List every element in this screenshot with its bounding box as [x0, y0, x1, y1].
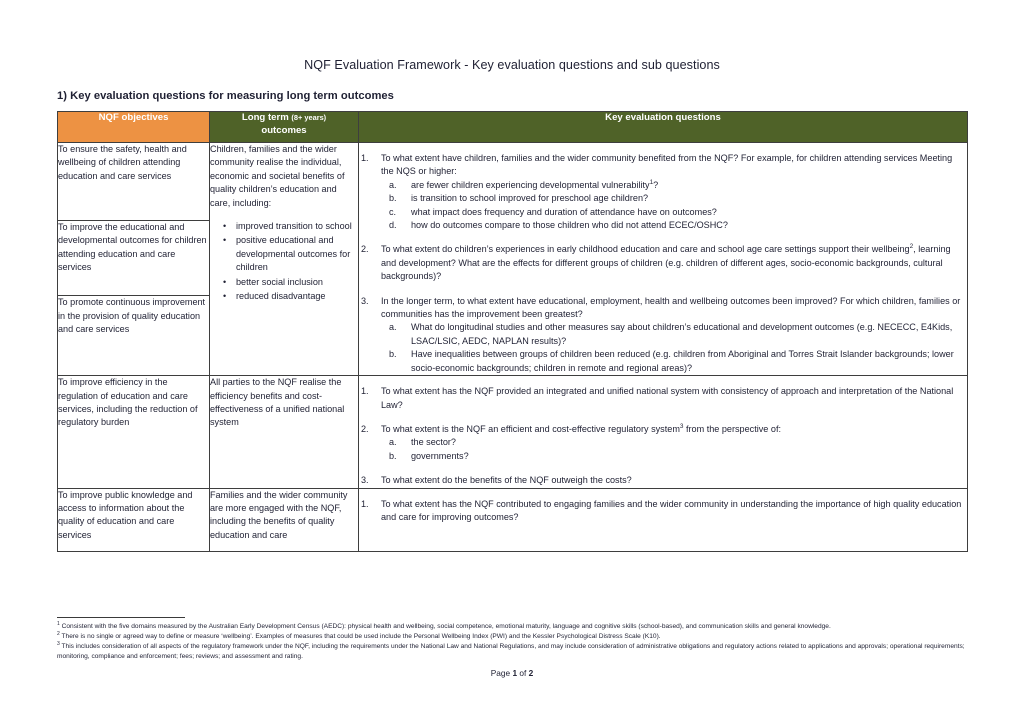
questions-cell	[359, 488, 968, 551]
page-title: NQF Evaluation Framework - Key evaluation questions and sub questions	[304, 58, 720, 72]
footnote-ref: 3	[679, 422, 684, 430]
table-row	[58, 376, 968, 488]
sub-question-text: What do longitudinal studies and other measures say about children’s educational and development outcomes (e.g. NECECC, E4Kids, LSAC/LSIC, AEDC, NAPLAN results)?	[411, 322, 953, 346]
section-heading: 1) Key evaluation questions for measuring long term outcomes	[57, 90, 394, 102]
outcome-cell	[210, 488, 359, 551]
question-number: 2.	[361, 423, 369, 434]
column-header-key-evaluation-questions: Key evaluation questions	[359, 112, 968, 143]
footnote-marker: 2	[57, 630, 60, 637]
footnote	[57, 642, 969, 661]
table-header-row	[58, 112, 968, 143]
footnote-ref: 1	[649, 178, 654, 186]
sub-question-list	[381, 179, 967, 233]
outcome-cell	[210, 143, 359, 376]
sub-question-text: governments?	[411, 450, 469, 461]
question-number: 2.	[361, 244, 369, 255]
outcome-intro: Children, families and the wider community realise the individual, economic and societal benefits of quality children’s education and care, including:	[210, 144, 345, 208]
objective-cell: To ensure the safety, health and wellbeing of children attending education and care services	[58, 143, 210, 221]
question-number: 1.	[361, 386, 369, 397]
table-body	[58, 143, 968, 552]
sub-question-item	[381, 179, 967, 192]
question-item	[359, 152, 967, 232]
objective-cell: To improve public knowledge and access to information about the quality of education and care services	[58, 488, 210, 551]
question-item	[359, 423, 967, 463]
outcome-bullet: • positive educational and developmental outcomes for children	[236, 234, 358, 274]
question-number: 3.	[361, 475, 369, 486]
outcome-bullet: • better social inclusion	[236, 276, 358, 289]
sub-question-item	[381, 321, 967, 348]
sub-question-label: b.	[389, 450, 397, 461]
objective-cell: To promote continuous improvement in the provision of quality education and care services	[58, 296, 210, 376]
footnotes-block	[57, 622, 969, 662]
column-header-nqf-objectives: NQF objectives	[58, 112, 210, 143]
outcome-cell	[210, 376, 359, 488]
header-long-term-main: Long term	[241, 112, 292, 123]
question-text: To what extent is the NQF an efficient and cost-effective regulatory system$^3$ from the perspective of:	[381, 422, 782, 434]
sub-question-item	[381, 450, 967, 463]
question-text: To what extent do the benefits of the NQF outweigh the costs?	[381, 475, 632, 486]
outcome-bullet: • improved transition to school	[236, 220, 358, 233]
sub-question-label: a.	[389, 322, 397, 333]
objective-cell: To improve efficiency in the regulation of education and care services, including the reduction of regulatory burden	[58, 376, 210, 488]
question-text: To what extent do children’s experiences in early childhood education and care and school age care settings support their wellbeing$^2$, learning and development? What are the effects for different groups of children (e.g. children of different ages, socio-economic backgrounds, cultural backgrounds)?	[381, 243, 951, 282]
column-header-long-term-outcomes	[210, 112, 359, 143]
sub-question-text: the sector?	[411, 437, 456, 448]
question-list	[359, 498, 967, 525]
footnote-text: This includes consideration of all aspects of the regulatory framework under the NQF, including the requirements under the National Law and National Regulations, and may include consideration of administrative obligations and regulatory actions related to applications and approvals; operational requirements; monitoring, compliance and enforcement; fees; reviews; and assessment and rating.	[57, 643, 965, 660]
question-number: 1.	[361, 498, 369, 509]
footnote-text: Consistent with the five domains measured by the Australian Early Development Census (AEDC): physical health and wellbeing, social competence, emotional maturity, language and cognitive skills (school-based), and communication skills and general knowledge.	[61, 623, 831, 630]
questions-cell	[359, 376, 968, 488]
outcome-intro: All parties to the NQF realise the efficiency benefits and cost-effectiveness of a unified national system	[210, 377, 345, 428]
question-number: 1.	[361, 153, 369, 163]
outcome-bullet: • reduced disadvantage	[236, 290, 358, 303]
footnote	[57, 622, 969, 632]
question-item	[359, 295, 967, 375]
sub-question-list	[381, 436, 967, 463]
header-long-term-years: (8+ years)	[291, 113, 327, 122]
sub-question-label: a.	[389, 437, 397, 448]
page-number: 1	[512, 668, 518, 678]
header-long-term-line2: outcomes	[261, 124, 307, 136]
sub-question-text: are fewer children experiencing developmental vulnerability$^1$?	[411, 178, 659, 190]
questions-cell	[359, 143, 968, 376]
question-text: To what extent have children, families and the wider community benefited from the NQF? For example, for children attending services Meeting the NQS or higher:	[381, 153, 953, 177]
footnote-separator	[57, 617, 185, 618]
footnote-marker: 3	[57, 641, 60, 647]
sub-question-label: b.	[389, 349, 397, 360]
table-row	[58, 143, 968, 221]
footnote-text: There is no single or agreed way to define or measure ‘wellbeing’. Examples of measures that could be used include the Personal Wellbeing Index (PWI) and the Kessler Psychological Distress Scale (K10).	[61, 633, 661, 641]
question-item	[359, 243, 967, 283]
sub-question-item	[381, 219, 967, 232]
evaluation-framework-table	[57, 111, 968, 552]
page-footer-middle: of	[517, 668, 529, 678]
sub-question-item	[381, 192, 967, 205]
footnote-ref: 2	[909, 243, 914, 251]
sub-question-text: what impact does frequency and duration of attendance have on outcomes?	[411, 206, 717, 217]
sub-question-text: Have inequalities between groups of children been reduced (e.g. children from Aboriginal and Torres Strait Islander backgrounds; lower socio-economic backgrounds; children in remote and regional areas)?	[411, 349, 954, 373]
question-text: In the longer term, to what extent have educational, employment, health and wellbeing outcomes been improved? For which children, families or communities has the improvement been greatest?	[381, 295, 961, 320]
question-list	[359, 152, 967, 375]
question-item	[359, 385, 967, 412]
sub-question-label: d.	[389, 220, 397, 231]
table-row	[58, 488, 968, 551]
sub-question-item	[381, 348, 967, 375]
sub-question-label: a.	[389, 179, 397, 190]
sub-question-list	[381, 321, 967, 375]
footnote-marker: 1	[57, 620, 60, 627]
objective-cell: To improve the educational and developmental outcomes for children attending education and care services	[58, 220, 210, 296]
question-item	[359, 474, 967, 487]
question-number: 3.	[361, 295, 369, 306]
question-text: To what extent has the NQF contributed to engaging families and the wider community in understanding the importance of high quality education and care for improving outcomes?	[381, 498, 962, 522]
sub-question-label: b.	[389, 193, 397, 204]
outcome-bullet-list	[210, 220, 358, 303]
question-list	[359, 385, 967, 487]
sub-question-item	[381, 206, 967, 219]
sub-question-text: is transition to school improved for preschool age children?	[411, 193, 649, 204]
sub-question-label: c.	[389, 206, 397, 217]
page-footer	[0, 668, 1024, 678]
page-footer-prefix: Page	[490, 668, 513, 678]
question-text: To what extent has the NQF provided an integrated and unified national system with consistency of approach and interpretation of the National Law?	[381, 386, 954, 410]
outcome-intro: Families and the wider community are more engaged with the NQF, including the benefits of quality education and care	[210, 489, 348, 540]
page-total: 2	[528, 668, 534, 678]
sub-question-text: how do outcomes compare to those children who did not attend ECEC/OSHC?	[411, 220, 728, 231]
sub-question-item	[381, 436, 967, 449]
footnote	[57, 632, 969, 642]
question-item	[359, 498, 967, 525]
